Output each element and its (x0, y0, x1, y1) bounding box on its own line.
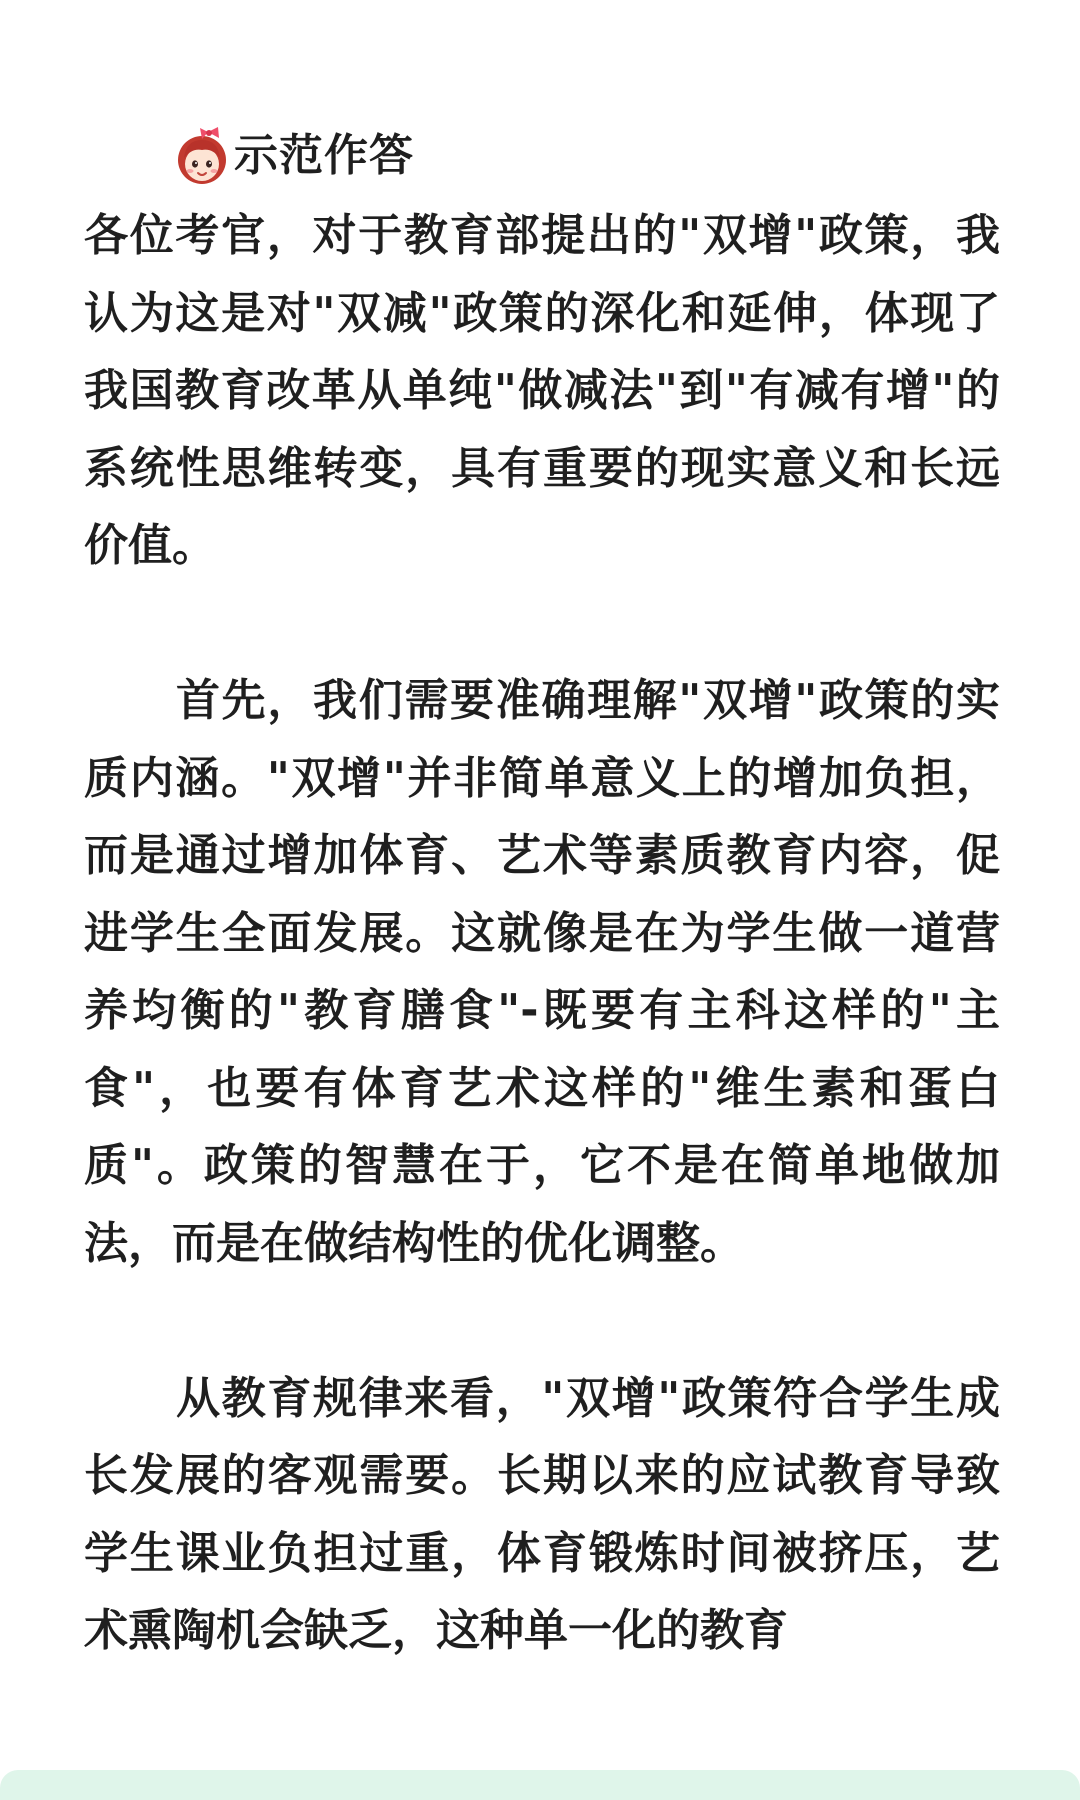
bottom-card-edge (0, 1770, 1080, 1800)
paragraph-1: 各位考官，对于教育部提出的"双增"政策，我认为这是对"双减"政策的深化和延伸，体现了我国教育改革从单纯"做减法"到"有减有增"的系统性思维转变，具有重要的现实意义和长远价值。 (84, 210, 1000, 571)
girl-avatar-icon (172, 126, 232, 186)
paragraph-2: 首先，我们需要准确理解"双增"政策的实质内涵。"双增"并非简单意义上的增加负担，而是通过增加体育、艺术等素质教育内容，促进学生全面发展。这就像是在为学生做一道营养均衡的"教育膳食"-既要有主科这样的"主食"，也要有体育艺术这样的"维生素和蛋白质"。政策的智慧在于，它不是在简单地做加法，而是在做结构性的优化调整。 (84, 675, 1000, 1269)
heading-title: 示范作答 (234, 130, 414, 181)
paragraph-3: 从教育规律来看，"双增"政策符合学生成长发展的客观需要。长期以来的应试教育导致学生课业负担过重，体育锻炼时间被挤压，艺术熏陶机会缺乏，这种单一化的教育 (84, 1372, 1000, 1656)
answer-body (84, 197, 1000, 1670)
section-heading (172, 124, 414, 188)
